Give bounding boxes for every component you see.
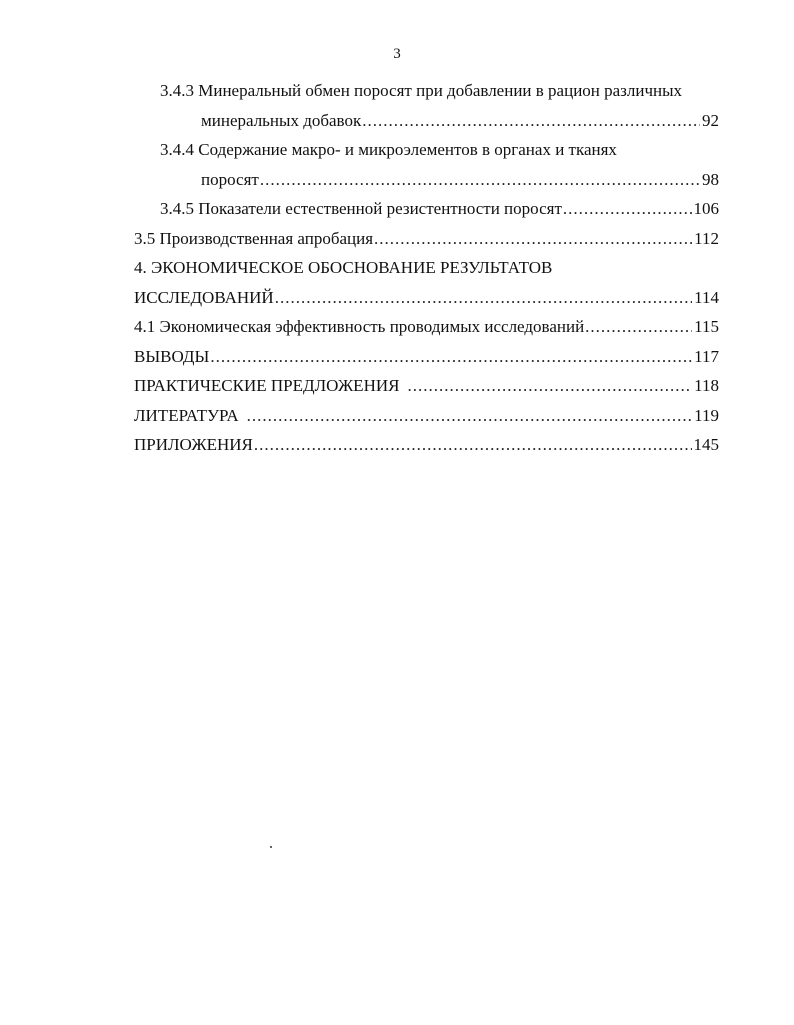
leader-dots [275, 287, 692, 309]
leader-dots [407, 375, 692, 397]
leader-dots [210, 346, 692, 368]
page-number: 3 [393, 46, 401, 62]
page-ref: 145 [693, 435, 719, 454]
toc-entry-3-5: 3.5 Производственная апробация ..... 112 [134, 228, 719, 250]
toc-entry-3-4-4-line2: поросят ..... 98 [201, 169, 719, 191]
toc-entry-4-line1: 4. ЭКОНОМИЧЕСКОЕ ОБОСНОВАНИЕ РЕЗУЛЬТАТОВ [134, 258, 553, 277]
toc-entry-literature: ЛИТЕРАТУРА ..... 119 [134, 405, 719, 427]
toc-entry-conclusions: ВЫВОДЫ ..... 117 [134, 346, 719, 368]
toc-entry-3-4-3-line1: 3.4.3 Минеральный обмен поросят при добавлении в рацион различных [160, 81, 683, 100]
leader-dots [563, 198, 692, 220]
toc-entry-3-4-3-line2: минеральных добавок ..... 92 [201, 110, 719, 132]
leader-dots [247, 405, 693, 427]
leader-dots [260, 169, 700, 191]
leader-dots [362, 110, 700, 132]
scan-speck [270, 846, 272, 848]
page-ref: 106 [693, 199, 719, 218]
page-ref: 114 [694, 288, 719, 307]
toc-entry-4-line2: ИССЛЕДОВАНИЙ ..... 114 [134, 287, 719, 309]
page-ref: 118 [694, 376, 719, 395]
leader-dots [254, 434, 692, 456]
toc-entry-3-4-4-line1: 3.4.4 Содержание макро- и микроэлементов в органах и тканях [160, 140, 617, 159]
page-ref: 112 [694, 229, 719, 248]
page-ref: 92 [702, 111, 719, 130]
page-ref: 117 [694, 347, 719, 366]
page-ref: 98 [702, 170, 719, 189]
toc-entry-4-1: 4.1 Экономическая эффективность проводимых исследований ..... 115 [134, 316, 719, 338]
toc-entry-appendices: ПРИЛОЖЕНИЯ ..... 145 [134, 434, 719, 456]
page-ref: 115 [694, 317, 719, 336]
leader-dots [585, 316, 692, 338]
toc-entry-practical-proposals: ПРАКТИЧЕСКИЕ ПРЕДЛОЖЕНИЯ ..... 118 [134, 375, 719, 397]
page-ref: 119 [694, 406, 719, 425]
leader-dots [374, 228, 692, 250]
toc-entry-3-4-5: 3.4.5 Показатели естественной резистентности поросят ..... 106 [160, 198, 719, 220]
